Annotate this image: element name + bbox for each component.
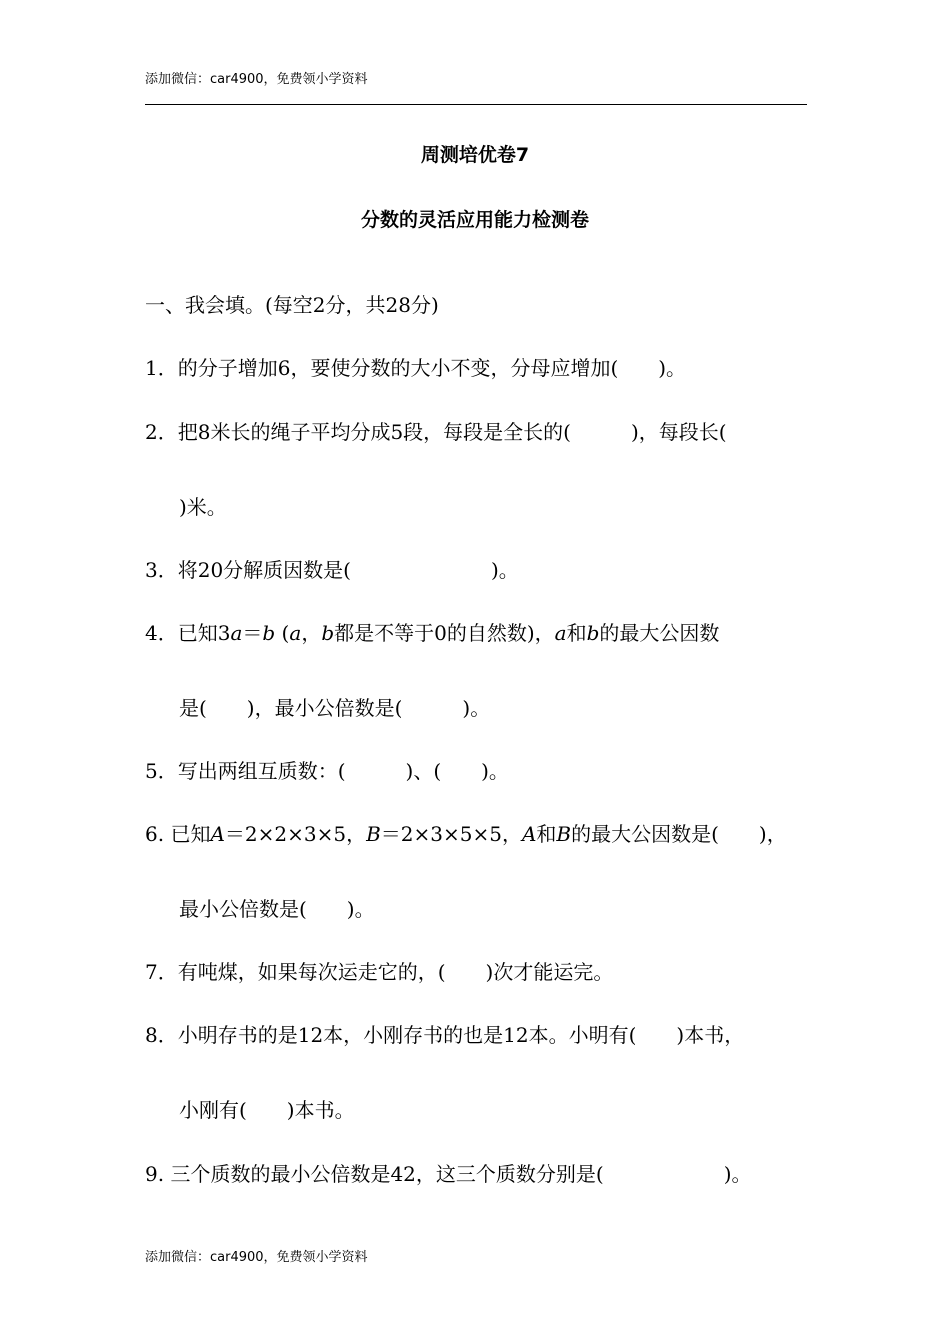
question-1: 1．的分子增加6，要使分数的大小不变，分母应增加( )。 bbox=[145, 356, 687, 380]
question-6-line-2: 最小公倍数是( )。 bbox=[179, 897, 375, 921]
header-note: 添加微信：car4900，免费领小学资料 bbox=[145, 72, 368, 87]
question-7: 7．有吨煤，如果每次运走它的，( )次才能运完。 bbox=[145, 960, 614, 984]
question-9: 9. 三个质数的最小公倍数是42，这三个质数分别是( )。 bbox=[145, 1162, 752, 1186]
question-4-line-2: 是( )，最小公倍数是( )。 bbox=[179, 696, 491, 720]
question-4-line-1: 4．已知3a＝b (a，b都是不等于0的自然数)，a和b的最大公因数 bbox=[145, 621, 720, 645]
question-8-line-2: 小刚有( )本书。 bbox=[179, 1098, 355, 1122]
question-8-line-1: 8．小明存书的是12本，小刚存书的也是12本。小明有( )本书， bbox=[145, 1023, 745, 1047]
question-2-line-2: )米。 bbox=[179, 495, 227, 519]
footer-note: 添加微信：car4900，免费领小学资料 bbox=[145, 1250, 368, 1265]
question-3: 3．将20分解质因数是( )。 bbox=[145, 558, 519, 582]
page-subtitle: 分数的灵活应用能力检测卷 bbox=[360, 209, 589, 231]
question-2-line-1: 2．把8米长的绳子平均分成5段，每段是全长的( )，每段长( bbox=[145, 420, 727, 444]
question-5: 5．写出两组互质数：( )、( )。 bbox=[145, 759, 509, 783]
question-6-line-1: 6. 已知A＝2×2×3×5，B＝2×3×5×5，A和B的最大公因数是( )， bbox=[145, 822, 787, 846]
section-heading: 一、我会填。(每空2分，共28分) bbox=[145, 293, 439, 317]
page-title: 周测培优卷7 bbox=[420, 144, 530, 166]
header-divider bbox=[145, 104, 807, 105]
